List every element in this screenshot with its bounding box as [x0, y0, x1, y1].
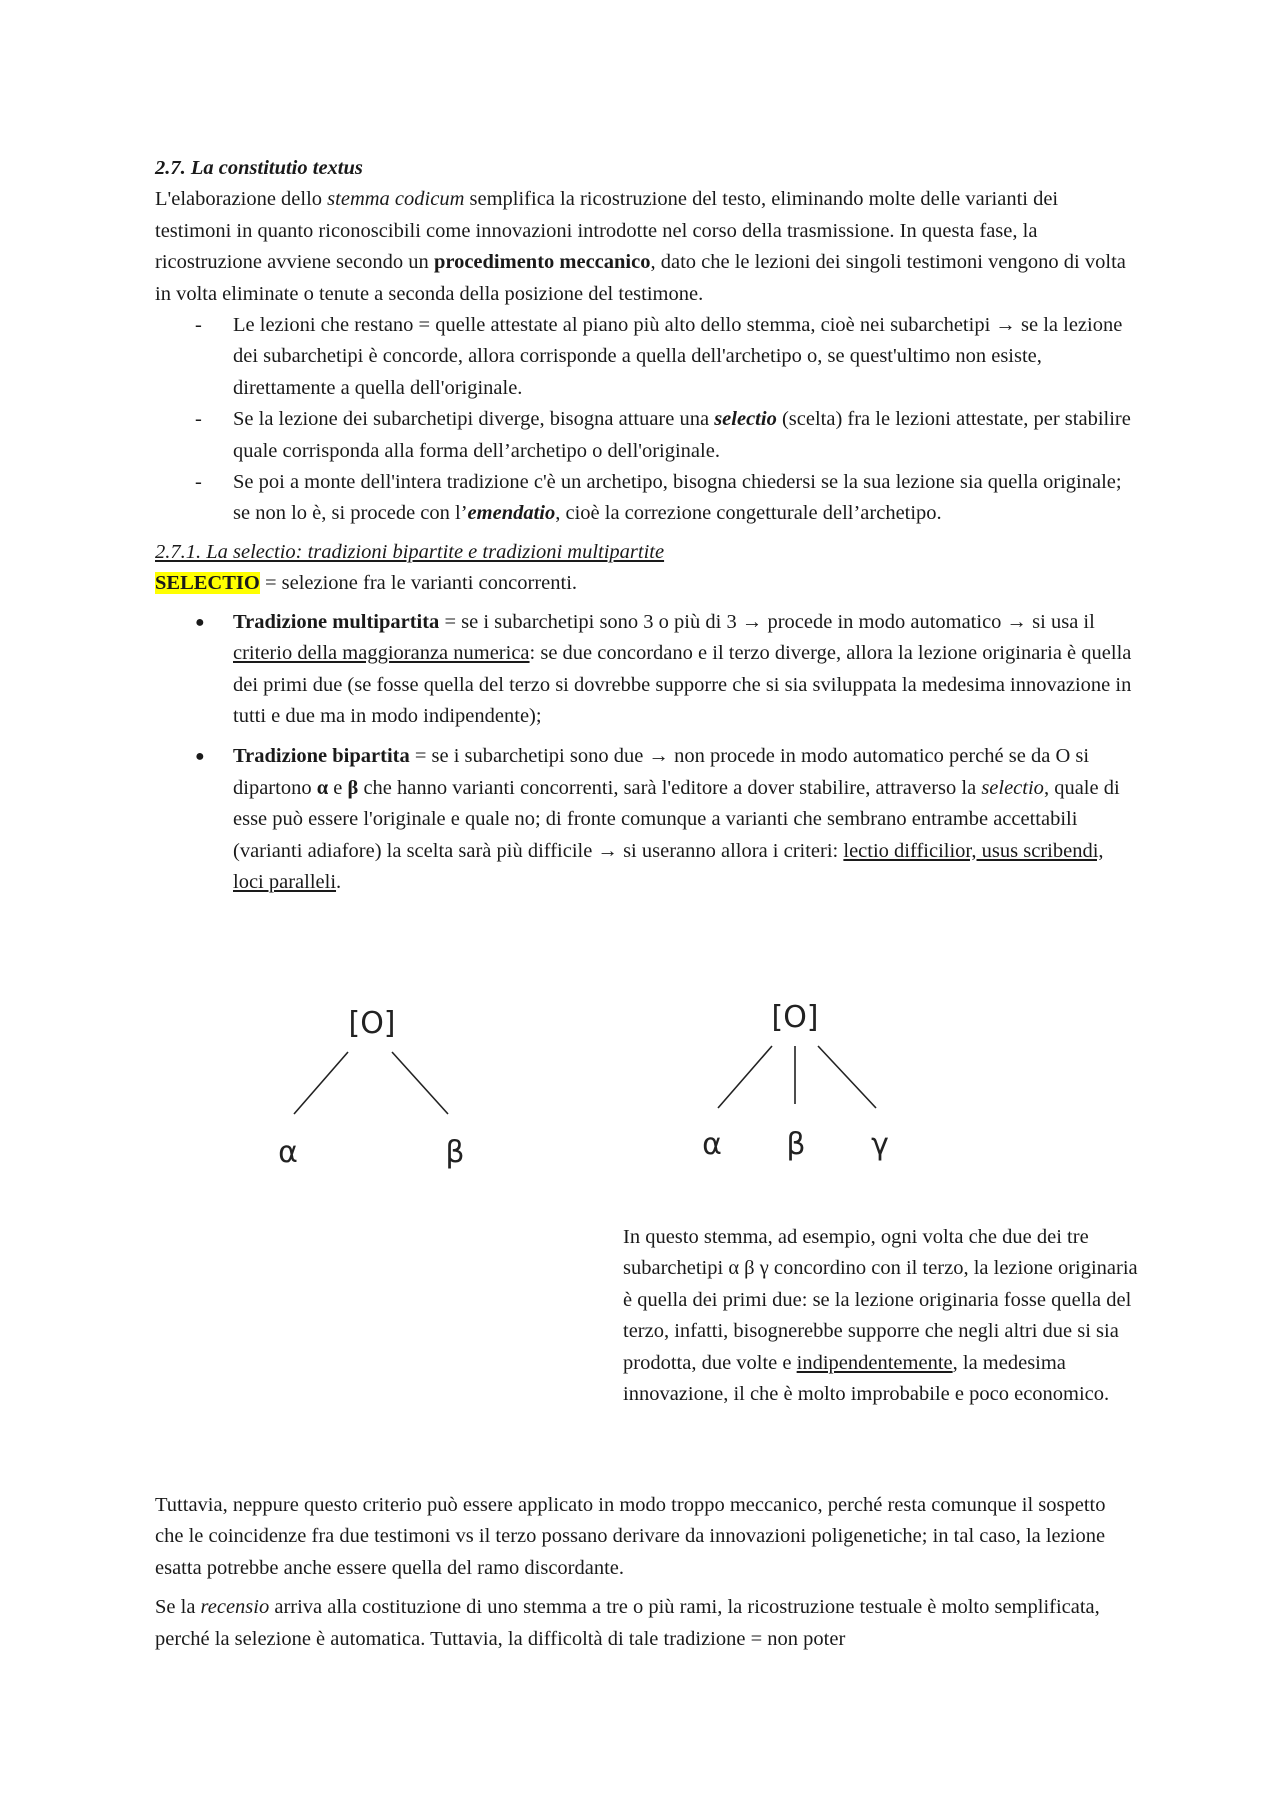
term-recensio: recensio — [200, 1596, 270, 1619]
section-title: 2.7. La constitutio textus — [155, 157, 363, 179]
child-label-alpha: α — [702, 1127, 722, 1162]
closing-paragraphs — [155, 1490, 1135, 1655]
bullet-item-multipartita: ● Tradizione multipartita = se i subarchetipi sono 3 o più di 3 → procede in modo automatico → si usa il criterio della maggioranza numerica: se due concordano e il terzo diverge, allora la lezione originaria è quella dei primi due (se fosse quella del terzo si dovrebbe supporre che si sia sviluppata la medesima innovazione in tutti e due ma in modo indipendente); — [155, 607, 1135, 733]
bullet-icon: ● — [195, 613, 205, 631]
term-emendatio: emendatio — [467, 502, 556, 525]
child-label-alpha: α — [278, 1135, 298, 1170]
dash-item: - Le lezioni che restano = quelle attestate al piano più alto dello stemma, cioè nei subarchetipi → se la lezione dei subarchetipi è concorde, allora corrisponde a quella dell'archetipo o, se quest'ultimo non esiste, direttamente a quella dell'originale. — [155, 310, 1135, 404]
dash-item: - Se la lezione dei subarchetipi diverge, bisogna attuare una selectio (scelta) fra le lezioni attestate, per stabilire quale corrisponda alla forma dell’archetipo o dell'originale. — [155, 404, 1135, 467]
child-label-beta: β — [786, 1127, 806, 1162]
bullet-list — [155, 607, 1135, 899]
stemma-bipartite — [278, 1006, 464, 1170]
intro-paragraph: L'elaborazione dello stemma codicum semplifica la ricostruzione del testo, eliminando molte delle varianti dei testimoni in quanto riconoscibili come innovazioni introdotte nel corso della trasmissione. In questa fase, la ricostruzione avviene secondo un procedimento meccanico, dato che le lezioni dei singoli testimoni vengono di volta in volta eliminate o tenute a seconda della posizione del testimone. — [155, 188, 1126, 305]
closing-paragraph-2: Se la recensio arriva alla costituzione di uno stemma a tre o più rami, la ricostruzione testuale è molto semplificata, perché la selezione è automatica. Tuttavia, la difficoltà di tale tradizione = non poter — [155, 1596, 1100, 1650]
stemma-tripartite — [702, 1000, 889, 1162]
selectio-definition: SELECTIO = selezione fra le varianti concorrenti. — [155, 572, 578, 595]
bullet-icon: ● — [195, 748, 205, 766]
subsection-title: 2.7.1. La selectio: tradizioni bipartite e tradizioni multipartite — [155, 540, 665, 563]
selectio-highlight: SELECTIO — [155, 572, 260, 595]
branch-line — [718, 1046, 772, 1108]
child-label-gamma: γ — [871, 1127, 889, 1162]
term-procedimento-meccanico: procedimento meccanico — [433, 251, 651, 274]
branch-line — [392, 1052, 448, 1114]
branch-line — [294, 1052, 348, 1114]
root-label: [O] — [348, 1006, 396, 1041]
bullet-item-bipartita: ● Tradizione bipartita = se i subarchetipi sono due → non procede in modo automatico perché se da O si dipartono α e β che hanno varianti concorrenti, sarà l'editore a dover stabilire, attraverso la selectio, quale di esse può essere l'originale e quale no; di fronte comunque a varianti che sembrano entrambe accettabili (varianti adiafore) la scelta sarà più difficile → si useranno allora i criteri: lectio difficilior, usus scribendi, loci paralleli. — [155, 741, 1135, 898]
closing-paragraph-1: Tuttavia, neppure questo criterio può essere applicato in modo troppo meccanico, perché resta comunque il sospetto che le coincidenze fra due testimoni vs il terzo possano derivare da innovazioni poligenetiche; in tal caso, la lezione esatta potrebbe anche essere quella del ramo discordante. — [155, 1494, 1106, 1579]
branch-line — [818, 1046, 876, 1108]
stemma-diagrams — [0, 990, 1280, 1190]
child-label-beta: β — [445, 1135, 465, 1170]
term-selectio: selectio — [714, 408, 777, 431]
stemma-caption: In questo stemma, ad esempio, ogni volta che due dei tre subarchetipi α β γ concordino con il terzo, la lezione originaria è quella dei primi due: se la lezione originaria fosse quella del terzo, infatti, bisognerebbe supporre che negli altri due si sia prodotta, due volte e indipendentemente, la medesima innovazione, il che è molto improbabile e poco economico. — [623, 1226, 1138, 1406]
document-page — [155, 153, 1135, 907]
term-stemma-codicum: stemma codicum — [327, 188, 465, 211]
dash-item: - Se poi a monte dell'intera tradizione c'è un archetipo, bisogna chiedersi se la sua lezione sia quella originale; se non lo è, si procede con l’emendatio, cioè la correzione congetturale dell’archetipo. — [155, 467, 1135, 530]
dash-list — [155, 310, 1135, 530]
root-label: [O] — [771, 1000, 819, 1035]
